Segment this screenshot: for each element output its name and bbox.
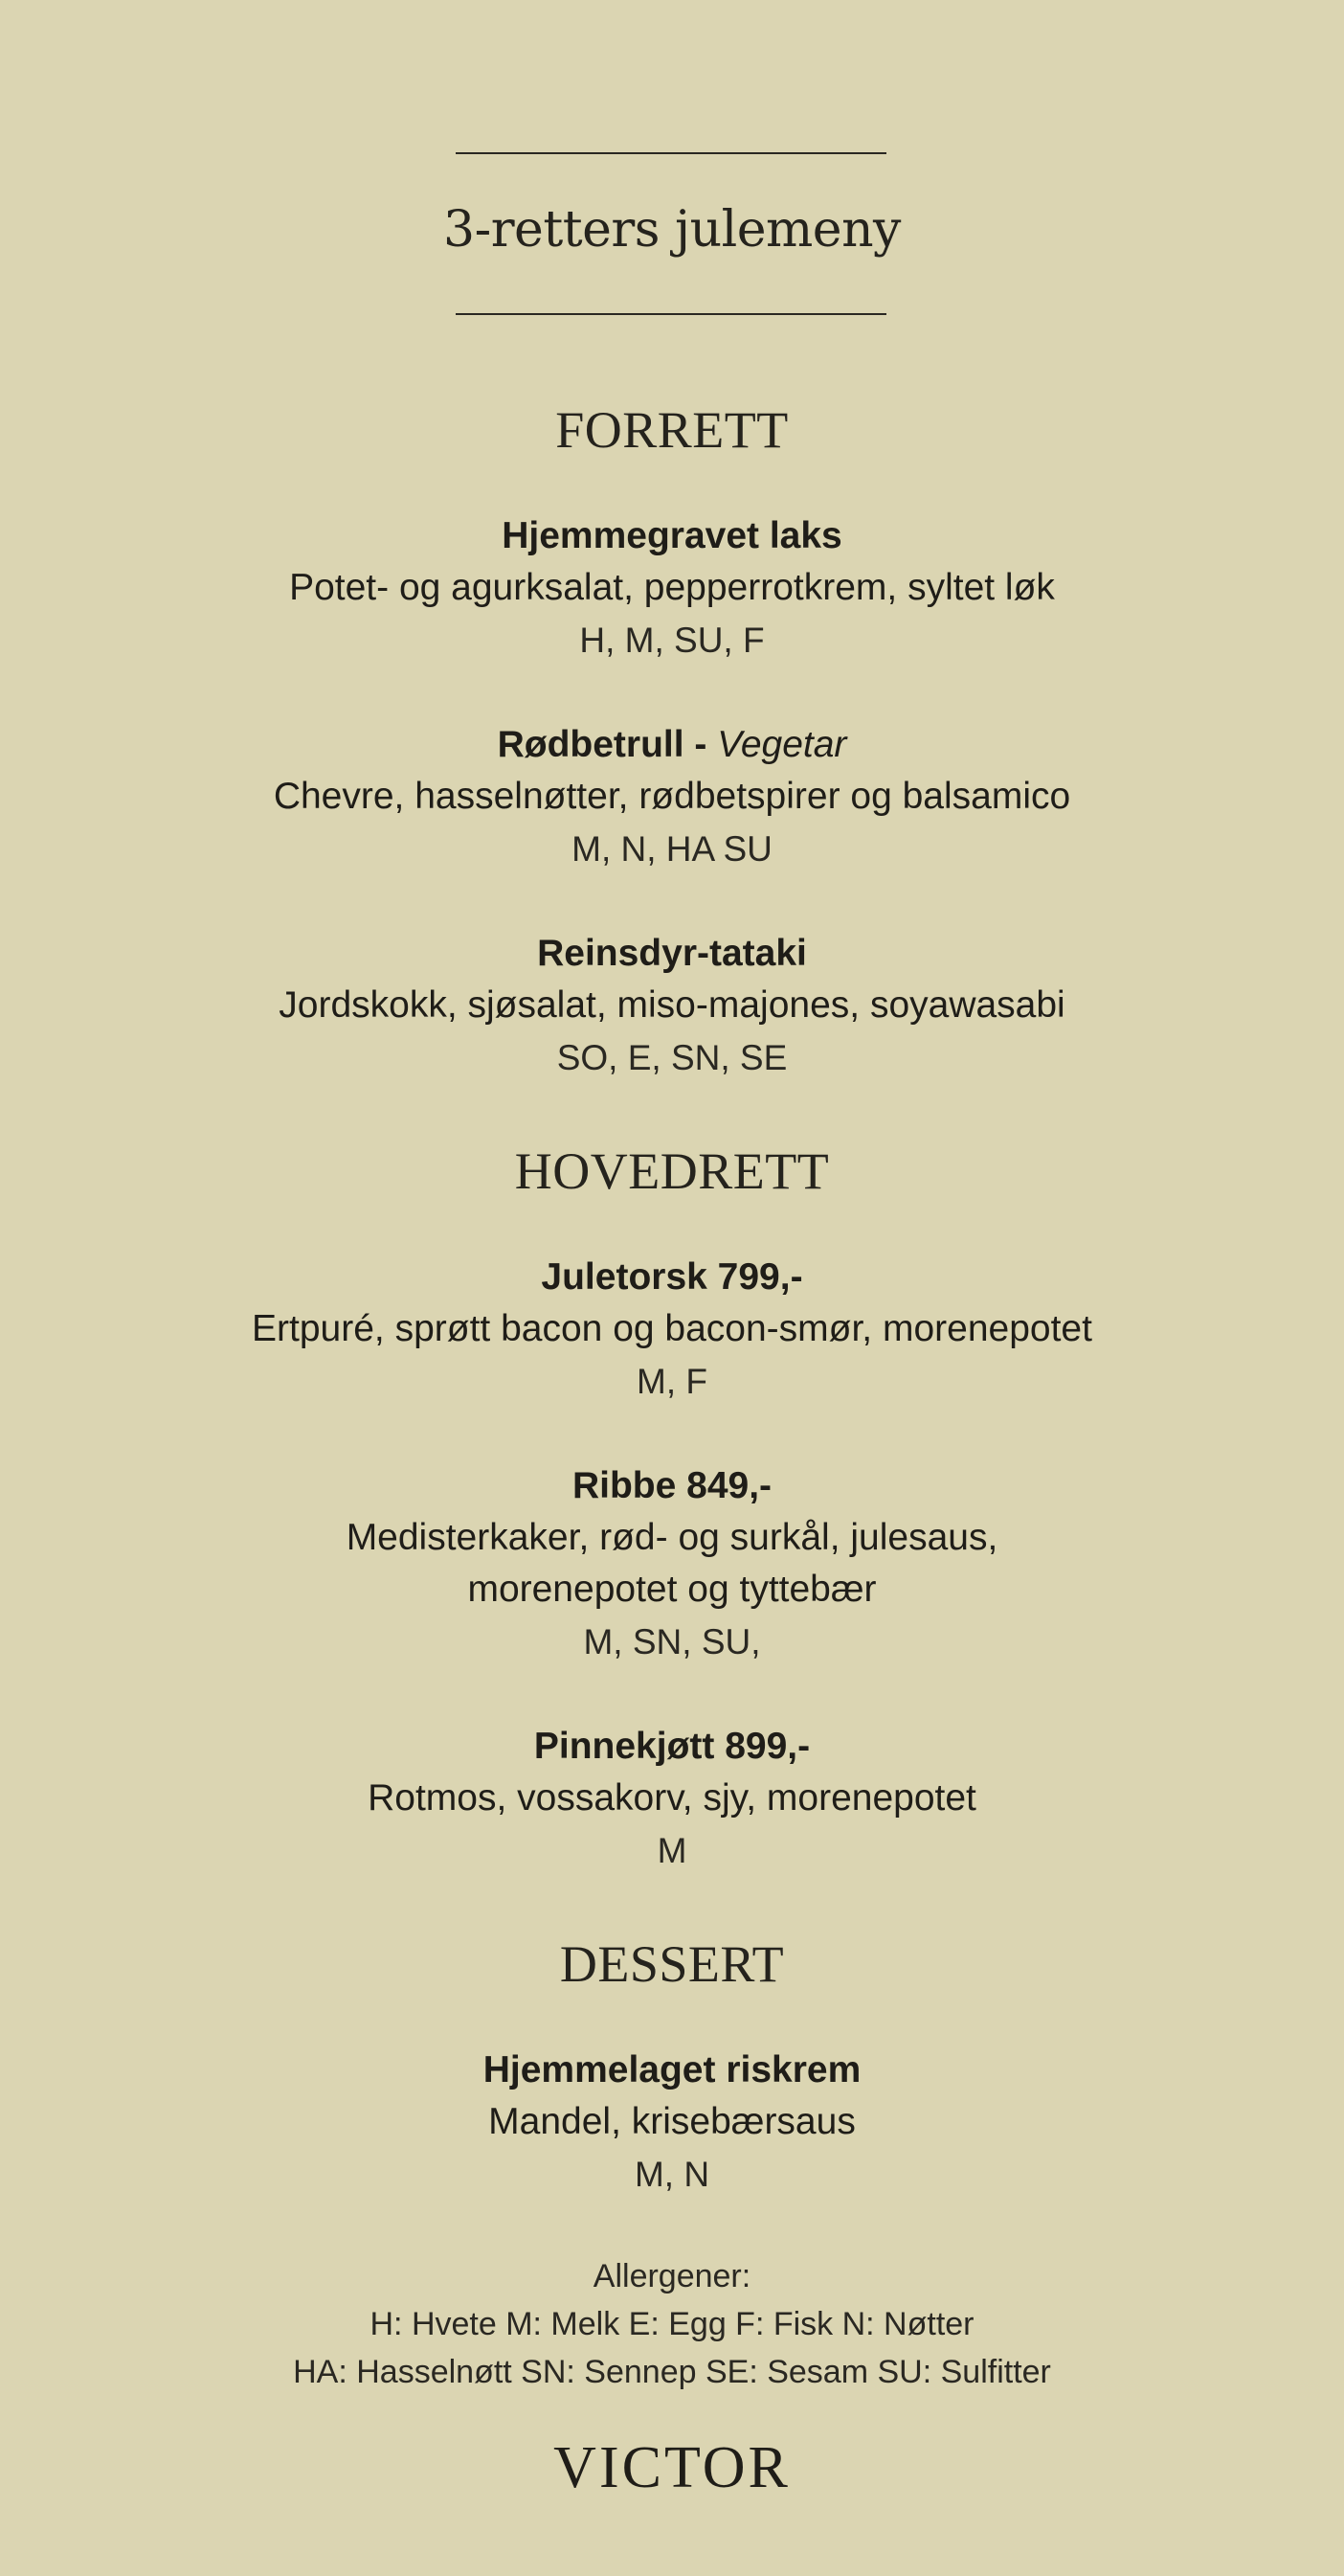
dish-allergens: M xyxy=(657,1831,687,1870)
dish-name: Hjemmelaget riskrem xyxy=(482,2049,862,2090)
dish-name: Pinnekjøtt 899,- xyxy=(533,1726,811,1767)
menu-title: 3-retters julemeny xyxy=(443,201,901,259)
dish-allergens: H, M, SU, F xyxy=(579,621,765,660)
dish-name: Hjemmegravet laks xyxy=(502,515,842,556)
dish-name-text: Rødbetrull - xyxy=(497,724,707,765)
dish-description: Medisterkaker, rød- og surkål, julesaus, xyxy=(346,1517,998,1558)
dish-description: Jordskokk, sjøsalat, miso-majones, soyawasabi xyxy=(279,984,1065,1026)
section-heading-dessert: DESSERT xyxy=(559,1935,785,1993)
allergen-legend-line: H: Hvete M: Melk E: Egg F: Fisk N: Nøtter xyxy=(370,2306,974,2342)
dish-allergens: M, N, HA SU xyxy=(571,829,773,869)
dish-allergens: SO, E, SN, SE xyxy=(556,1038,788,1077)
allergen-legend-heading: Allergener: xyxy=(593,2258,751,2294)
dish-allergens: M, F xyxy=(637,1362,707,1401)
dish-description: Ertpuré, sprøtt bacon og bacon-smør, morenepotet xyxy=(252,1308,1092,1349)
dish-description: Mandel, krisebærsaus xyxy=(488,2101,856,2142)
title-top-rule xyxy=(456,152,886,154)
dish-description: Potet- og agurksalat, pepperrotkrem, syltet løk xyxy=(289,567,1055,608)
dish-name: Reinsdyr-tataki xyxy=(537,933,807,974)
title-bottom-rule xyxy=(456,313,886,315)
dish-description: Chevre, hasselnøtter, rødbetspirer og balsamico xyxy=(273,776,1071,817)
dish-allergens: M, SN, SU, xyxy=(583,1622,761,1661)
section-heading-hovedrett: HOVEDRETT xyxy=(514,1142,830,1200)
victor-logo: VICTOR xyxy=(553,2435,791,2500)
allergen-legend-line: HA: Hasselnøtt SN: Sennep SE: Sesam SU: Sulfitter xyxy=(293,2354,1051,2390)
dish-description: Rotmos, vossakorv, sjy, morenepotet xyxy=(368,1777,976,1819)
dish-name xyxy=(0,724,1344,766)
dish-description: morenepotet og tyttebær xyxy=(467,1569,877,1610)
dish-tag: Vegetar xyxy=(717,724,847,765)
dish-name: Ribbe 849,- xyxy=(571,1465,773,1506)
dish-name: Juletorsk 799,- xyxy=(541,1256,803,1298)
section-heading-forrett: FORRETT xyxy=(555,401,789,459)
dish-allergens: M, N xyxy=(634,2155,710,2194)
